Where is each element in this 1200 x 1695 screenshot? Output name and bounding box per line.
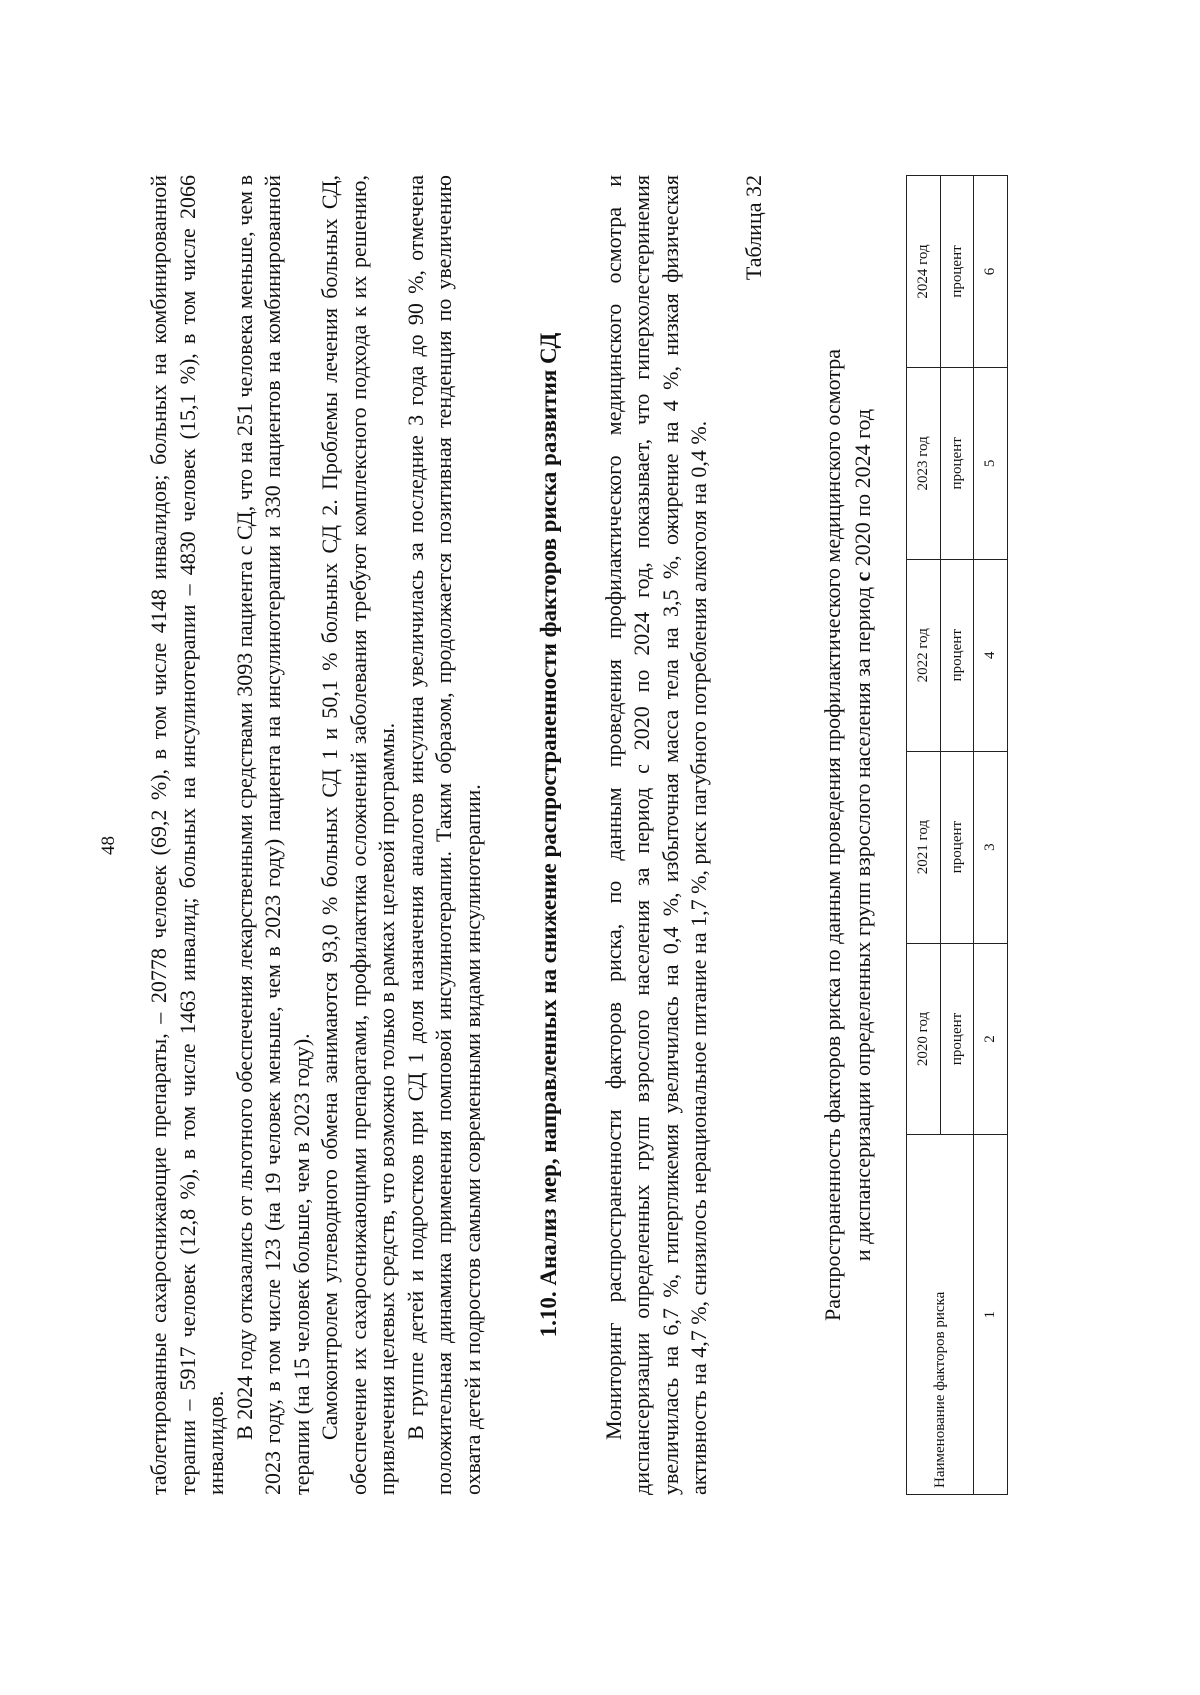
paragraph-self-control: Самоконтролем углеводного обмена занимаются 93,0 % больных СД 1 и 50,1 % больных СД 2. Проблемы лечения больных СД, обеспечение их сахароснижающими препаратами, профилактика осложнений заболевания требуют комплексного подхода к их решению, привлечения целевых средств, что возможно только в рамках целевой программы. — [317, 175, 399, 1495]
column-number: 5 — [974, 367, 1008, 559]
table-caption-line1: Распространенность факторов риска по данным проведения профилактического медицинского осмотра — [820, 348, 845, 1322]
header-risk-factor-name: Наименование факторов риска — [907, 1135, 974, 1495]
paragraph-children: В группе детей и подростков при СД 1 доля назначения аналогов инсулина увеличилась за последние 3 года до 90 %, отмечена положительная динамика применения помповой инсулинотерапии. Таким образом, продолжается позитивная тенденция по увеличению охвата детей и подростов самыми современными видами инсулинотерапии. — [402, 175, 485, 1495]
table-caption-line2-end: 2020 по 2024 год — [850, 408, 875, 572]
section-title: 1.10. Анализ мер, направленных на снижение распространенности факторов риска развития СД — [536, 332, 561, 1338]
page-number: 48 — [98, 836, 119, 855]
header-year: 2021 год — [907, 751, 941, 943]
column-number: 4 — [974, 559, 1008, 751]
header-unit: процент — [940, 176, 974, 368]
paragraph-monitoring: Мониторинг распространенности факторов риска, по данным проведения профилактического медицинского осмотра и диспансеризации определенных групп взрослого населения за период с 2020 по 2024 год, показывает, что гиперхолестеринемия увеличилась на 6,7 %, гипергликемия увеличилась на 0,4 %, избыточная масса тела на 3,5 %, ожирение на 4 %, низкая физическая активность на 4,7 %, снизилось нерациональное питание на 1,7 %, риск пагубного потребления алкоголя на 0,4 %. — [600, 175, 711, 1495]
table-label: Таблица 32 — [740, 175, 766, 281]
table-column-number-row — [974, 176, 1008, 1495]
paragraph-drug-therapy: таблетированные сахароснижающие препараты, – 20778 человек (69,2 %), в том числе 4148 инвалидов; больных на комбинированной терапии – 5917 человек (12,8 %), в том числе 1463 инвалид; больных на инсулинотерапии – 4830 человек (15,1 %), в том числе 2066 инвалидов. — [146, 175, 228, 1495]
risk-factors-table — [906, 175, 1008, 1495]
header-year: 2024 год — [907, 176, 941, 368]
table-caption — [818, 175, 878, 1495]
table-caption-line2-text: и диспансеризации определенных групп взрослого населения за период — [850, 581, 875, 1262]
column-number: 2 — [974, 943, 1008, 1135]
header-year: 2023 год — [907, 367, 941, 559]
document-body — [145, 175, 1008, 1495]
header-unit: процент — [940, 751, 974, 943]
header-year: 2022 год — [907, 559, 941, 751]
column-number: 1 — [974, 1135, 1008, 1495]
column-number: 3 — [974, 751, 1008, 943]
table-caption-line2-bold: с — [850, 571, 875, 582]
paragraph-refusals: В 2024 году отказались от льготного обеспечения лекарственными средствами 3093 пациента с СД, что на 251 человека меньше, чем в 2023 году, в том числе 123 (на 19 человек меньше, чем в 2023 году) пациента на инсулинотерапии и 330 пациентов на комбинированной терапии (на 15 человек больше, чем в 2023 году). — [231, 175, 314, 1495]
table-caption-line2 — [848, 175, 878, 1495]
header-unit: процент — [940, 943, 974, 1135]
header-unit: процент — [940, 559, 974, 751]
column-number: 6 — [974, 176, 1008, 368]
header-year: 2020 год — [907, 943, 941, 1135]
table-header-row — [907, 176, 941, 1495]
header-unit: процент — [940, 367, 974, 559]
